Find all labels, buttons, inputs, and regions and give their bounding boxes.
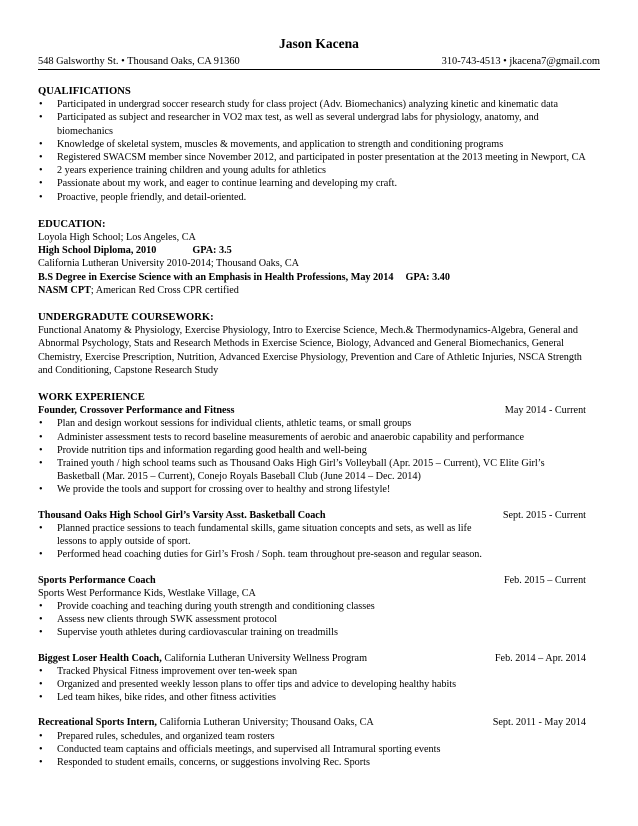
coursework-text: Functional Anatomy & Physiology, Exercise Physiology, Intro to Exercise Science, Mech.& Thermodynamics-Algebra, General and Abnormal Psychology, Stats and Research Methods in Exercise Science, Biology, Advanced and General Biomechanics, General Chemistry, Exercise Prescription, Nutrition, Advanced Exercise Physiology, Prevention and Care of Athletic Injuries, NSCA Strength and Conditioning, Capstone Research Study — [38, 325, 582, 376]
job-date: Feb. 2015 – Current — [503, 574, 586, 586]
list-item: • Performed head coaching duties for Girl’s Frosh / Soph. team throughout pre-season and regular season. — [38, 548, 600, 561]
degree-gpa: GPA: 3.40 — [405, 271, 450, 283]
list-item: • We provide the tools and support for crossing over to healthy and strong lifestyle! — [38, 483, 600, 496]
list-item: • Prepared rules, schedules, and organized team rosters — [38, 730, 600, 743]
university: California Lutheran University 2010-2014; Thousand Oaks, CA — [38, 258, 299, 270]
job-date: Sept. 2011 - May 2014 — [492, 717, 586, 729]
qualifications-section — [38, 85, 600, 204]
job-organization: California Lutheran University Wellness Program — [161, 652, 368, 664]
list-item: • Passionate about my work, and eager to continue learning and developing my craft. — [38, 177, 600, 190]
job-title: Sports Performance Coach — [38, 574, 156, 586]
job-header — [38, 716, 600, 729]
job-title: Recreational Sports Intern, — [38, 717, 157, 729]
degree: B.S Degree in Exercise Science with an Emphasis in Health Professions, May 2014 — [38, 271, 394, 283]
work-section — [38, 391, 600, 769]
address: 548 Galsworthy St. • Thousand Oaks, CA 91360 — [38, 56, 240, 67]
job-date: Sept. 2015 - Current — [502, 509, 586, 521]
list-item: • Tracked Physical Fitness improvement over ten-week span — [38, 665, 600, 678]
phone-email: 310-743-4513 • jkacena7@gmail.com — [441, 56, 600, 67]
list-item: • Plan and design workout sessions for individual clients, athletic teams, or small groups — [38, 417, 600, 430]
job-entry — [38, 404, 600, 496]
job-header — [38, 574, 600, 587]
qualifications-list — [38, 98, 600, 204]
job-header — [38, 509, 600, 522]
list-item: • Participated in undergrad soccer research study for class project (Adv. Biomechanics) analyzing kinetic and kinematic data — [38, 98, 600, 111]
list-item: • 2 years experience training children and young adults for athletics — [38, 164, 600, 177]
job-duties — [38, 730, 600, 770]
diploma-gpa: GPA: 3.5 — [192, 245, 232, 257]
job-title: Founder, Crossover Performance and Fitness — [38, 405, 235, 417]
job-title: Biggest Loser Health Coach, — [38, 652, 162, 664]
list-item: • Knowledge of skeletal system, muscles & movements, and application to strength and conditioning programs — [38, 138, 600, 151]
list-item: • Planned practice sessions to teach fundamental skills, game situation concepts and sets, as well as life lessons to apply outside of sport. — [38, 522, 600, 548]
coursework-section — [38, 311, 600, 377]
list-item: • Conducted team captains and officials meetings, and supervised all Intramural sporting events — [38, 743, 600, 756]
job-duties — [38, 665, 600, 705]
list-item: • Provide nutrition tips and information regarding good health and well-being — [38, 444, 600, 457]
list-item: • Organized and presented weekly lesson plans to offer tips and advice to developing healthy habits — [38, 678, 600, 691]
certification-nasm: NASM CPT — [38, 284, 91, 296]
contact-line — [38, 55, 600, 70]
job-entry — [38, 574, 600, 640]
education-title: EDUCATION: — [38, 218, 106, 230]
list-item: • Responded to student emails, concerns, or suggestions involving Rec. Sports — [38, 756, 600, 769]
degree-line — [38, 271, 600, 284]
list-item: • Trained youth / high school teams such as Thousand Oaks High Girl’s Volleyball (Apr. 2015 – Current), VC Elite Girl’s Basketball (Mar. 2015 – Current), Conejo Royals Baseball Club (June 2014 – Dec. 2014) — [38, 457, 600, 483]
job-entry — [38, 652, 600, 705]
list-item: • Assess new clients through SWK assessment protocol — [38, 613, 600, 626]
job-date: May 2014 - Current — [504, 405, 586, 417]
work-title: WORK EXPERIENCE — [38, 392, 145, 404]
job-header — [38, 404, 600, 417]
list-item: • Proactive, people friendly, and detail-oriented. — [38, 191, 600, 204]
job-duties — [38, 522, 600, 562]
diploma-line — [38, 244, 600, 257]
education-section — [38, 218, 600, 297]
job-date: Feb. 2014 – Apr. 2014 — [494, 652, 586, 664]
job-duties — [38, 600, 600, 640]
job-title: Thousand Oaks High School Girl’s Varsity Asst. Basketball Coach — [38, 509, 326, 521]
job-entry — [38, 716, 600, 769]
applicant-name: Jason Kacena — [279, 36, 359, 51]
list-item: • Provide coaching and teaching during youth strength and conditioning classes — [38, 600, 600, 613]
coursework-title: UNDERGRADUTE COURSEWORK: — [38, 312, 214, 324]
list-item: • Led team hikes, bike rides, and other fitness activities — [38, 691, 600, 704]
job-header — [38, 652, 600, 665]
job-organization: California Lutheran University; Thousand Oaks, CA — [156, 717, 374, 729]
high-school: Loyola High School; Los Angeles, CA — [38, 232, 196, 244]
list-item: • Supervise youth athletes during cardiovascular training on treadmills — [38, 626, 600, 639]
certification-line — [38, 284, 600, 297]
list-item: • Registered SWACSM member since November 2012, and participated in poster presentation at the 2013 meeting in Newport, CA — [38, 151, 600, 164]
job-entry — [38, 509, 600, 562]
job-organization: Sports West Performance Kids, Westlake Village, CA — [38, 587, 256, 599]
diploma: High School Diploma, 2010 — [38, 245, 157, 257]
qualifications-title: QUALIFICATIONS — [38, 86, 131, 97]
list-item: • Administer assessment tests to record baseline measurements of aerobic and anaerobic capability and performance — [38, 431, 600, 444]
list-item: • Participated as subject and researcher in VO2 max test, as well as several undergrad labs for physiology, anatomy, and biomechanics — [38, 111, 600, 137]
certification-cpr: ; American Red Cross CPR certified — [90, 284, 239, 296]
job-duties — [38, 417, 600, 496]
